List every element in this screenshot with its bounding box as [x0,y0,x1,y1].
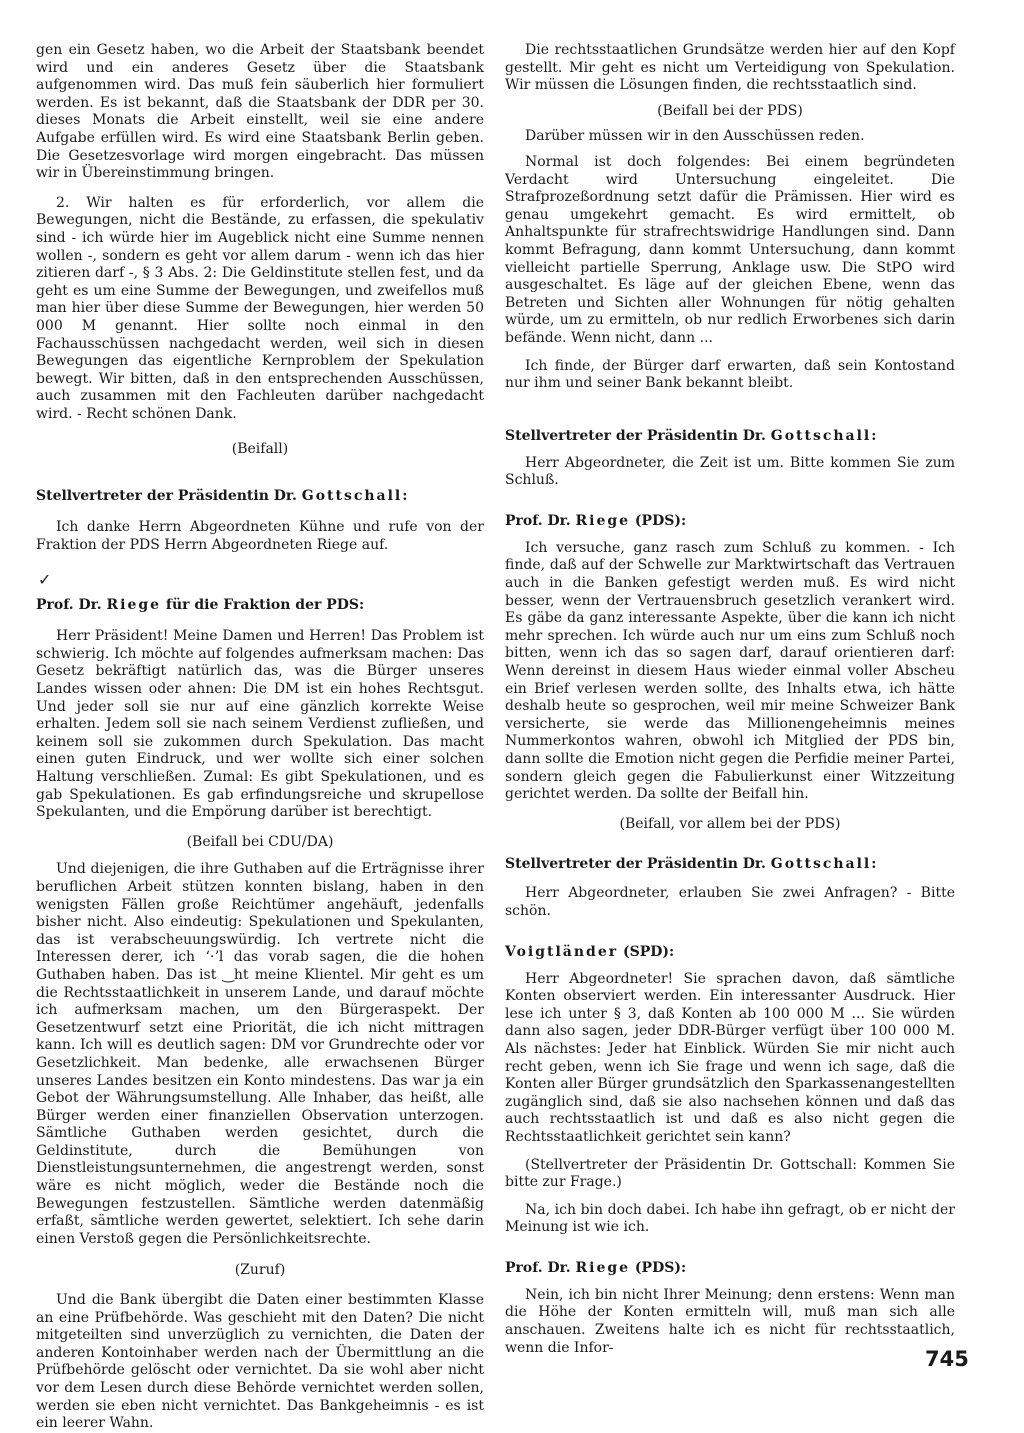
paragraph: Herr Abgeordneter, die Zeit ist um. Bitte kommen Sie zum Schluß. [505,454,955,489]
margin-check-mark: ✓ [38,570,52,590]
speaker-heading: Stellvertreter der Präsidentin Dr. Gottschall: [505,856,877,873]
paragraph: Herr Abgeordneter, erlauben Sie zwei Anfragen? - Bitte schön. [505,885,955,919]
speaker-name: Gottschall [770,856,872,873]
right-column [505,42,955,1357]
paragraph: 2. Wir halten es für erforderlich, vor allem die Bewegungen, nicht die Bestände, zu erfassen, die spekulativ sind - ich würde hier im Augeblick nicht eine Summe nennen wollen -, sondern es geht vor allem darum - wenn ich das hier zitieren darf -, § 3 Abs. 2: Die Geldinstitute stellen fest, und da geht es um eine Summe der Bewegungen, und zweifellos muß man hier über diese Summe der Bewegungen, hier werden 50 000 M genannt. Hier sollte noch einmal in den Fachausschüssen nachgedacht werden, weil sich in diesen Bewegungen das eigentliche Kernproblem der Spekulation bewegt. Wir bitten, daß in den entsprechenden Ausschüssen, auch zusammen mit den Fachleuten darüber nachgedacht wird. - Recht schönen Dank. [36,194,484,422]
page-number: 745 [925,1347,969,1371]
paragraph: gen ein Gesetz haben, wo die Arbeit der Staatsbank beendet wird und ein anderes Gesetz über die Staatsbank aufgenommen wird. Das muß fein säuberlich hier formuliert werden. Es ist bekannt, daß die Staatsbank der DDR per 30. dieses Monats die Arbeit einstellt, weil sie eine andere Aufgabe erfüllen wird. Es wird eine Staatsbank Berlin geben. Die Gesetzesvorlage wird morgen eingebracht. Das müssen wir in Übereinstimmung bringen. [36,42,484,182]
speaker-name: Voigtländer [505,943,619,960]
paragraph: Und diejenigen, die ihre Guthaben auf die Erträgnisse ihrer beruflichen Arbeit stützen konnten bislang, haben in den wenigsten Fällen große Reichtümer angehäuft, jedenfalls bisher nicht. Also eindeutig: Spekulationen und Spekulanten, das ist verabscheuungswürdig. Ich vertrete nicht die Interessen derer, ich ʻ·ʼl das vorab sagen, die die hohen Guthaben haben. Das ist ‿ht meine Klientel. Mir geht es um die Rechtsstaatlichkeit in unserem Lande, und darauf möchte ich aufmerksam machen, um den Bürgeraspekt. Der Gesetzentwurf setzt eine Priorität, die ich nicht mittragen kann. Ich will es deutlich sagen: DM vor Grundrechte oder vor Gesetzlichkeit. Man bedenke, alle erwachsenen Bürger unseres Landes besitzen ein Konto mindestens. Das war ja ein Gebot der Währungsumstellung. Alle Inhaber, das heißt, alle Bürger werden einer finanziellen Observation unterzogen. Sämtliche Guthaben werden gesichtet, durch die Geldinstitute, durch die Bemühungen von Dienstleistungsunternehmen, die angestrengt werden, sonst wäre es nicht möglich, weder die Bestände noch die Bewegungen festzustellen. Sämtliche werden datenmäßig erfaßt, sämtliche werden gewertet, selektiert. Ich sehe darin einen Verstoß gegen die Persönlichkeitsrechte. [36,861,484,1247]
speaker-name: Riege [106,597,162,614]
paragraph: Herr Abgeordneter! Sie sprachen davon, daß sämtliche Konten observiert werden. Ein interessanter Ausdruck. Hier lese ich unter § 3, daß Konten ab 100 000 M ... Sie würden dann also sagen, jeder DDR-Bürger verfügt über 100 000 M. Als nächstes: Jeder hat Einblick. Würden Sie mir nicht auch recht geben, wenn ich Sie frage und wenn ich sage, daß die Konten aller Bürger grundsätzlich den Sparkassenangestellten zugänglich sind, daß sie also nachsehen können und daß das auch rechtsstaatlich ist und daß es also nicht gegen die Rechtsstaatlichkeit gerichtet sein kann? [505,970,955,1145]
speaker-heading: Prof. Dr. Riege (PDS): [505,1259,687,1276]
paragraph: Herr Präsident! Meine Damen und Herren! Das Problem ist schwierig. Ich möchte auf folgendes aufmerksam machen: Das Gesetz bekräftigt natürlich das, was die Bürger unseres Landes wissen oder ahnen: Die DM ist ein hohes Rechtsgut. Und jeder soll sie nur auf eine gänzlich korrekte Weise erhalten. Jedem soll sie nach seinem Verdienst zufließen, und keinem soll sie zukommen durch Spekulation. Das macht einen guten Eindruck, und wer wollte sich einer solchen Haltung verschließen. Zumal: Es gibt Spekulationen, und es gab Spekulationen. Es gab erfindungsreiche und skrupellose Spekulanten, und die Empörung darüber ist berechtigt. [36,628,484,821]
paragraph: Ich versuche, ganz rasch zum Schluß zu kommen. - Ich finde, daß auf der Schwelle zur Marktwirtschaft das Vertrauen auch in die Banken gefestigt werden muß. Es wird nicht besser, wenn der Vertrauensbruch gesetzlich verankert wird. Es gäbe da ganz interessante Aspekte, über die kann ich nicht mehr sprechen. Ich würde auch nur um eins zum Schluß noch bitten, wenn ich das so sagen darf, darauf orientieren darf: Wenn dereinst in diesem Haus wieder einmal voller Abscheu ein Brief verlesen werden sollte, des Inhalts etwa, ich hätte deshalb heute so gesprochen, weil mir meine Schweizer Bank versicherte, sie werde das Millionengeheimnis meines Nummerkontos wahren, obwohl ich Mitglied der PDS bin, dann sollte die Emotion nicht gegen die Perfidie meiner Partei, sondern gleich gegen die Fabulierkunst einer Witzzeitung gerichtet werden. Da sollte der Beifall hin. [505,539,955,803]
applause-note: (Beifall, vor allem bei der PDS) [619,815,841,832]
paragraph: Ich danke Herrn Abgeordneten Kühne und rufe von der Fraktion der PDS Herrn Abgeordneten Riege auf. [36,519,484,553]
left-column [36,42,484,1433]
paragraph: Normal ist doch folgendes: Bei einem begründeten Verdacht wird Untersuchung eingeleitet. Die Strafprozeßordnung setzt dafür die Prämissen. Hier wird es genau umgekehrt gemacht. Es wird ermittelt, ob Anhaltspunkte für strafrechtswidrige Handlungen sind. Dann kommt Befragung, dann kommt Untersuchung, dann kommt vielleicht partielle Sperrung, Anklage usw. Die StPO wird ausgeschaltet. Es läge auf der gleichen Ebene, wenn das Betreten und Sichten aller Wohnungen für nötig gehalten würde, um zu ermitteln, ob nur redlich Erworbenes sich darin befände. Wenn nicht, dann ... [505,153,955,346]
paragraph: Die rechtsstaatlichen Grundsätze werden hier auf den Kopf gestellt. Mir geht es nicht um Verteidigung von Spekulation. Wir müssen die Lösungen finden, die rechtsstaatlich sind. [505,42,955,94]
applause-note: (Beifall bei der PDS) [657,102,803,119]
speaker-name: Gottschall [301,488,403,505]
paragraph: Nein, ich bin nicht Ihrer Meinung; denn erstens: Wenn man die Höhe der Konten ermitteln will, muß man sich alle anschauen. Zweitens halte ich es nicht für rechtsstaatlich, wenn die Infor- [505,1286,955,1356]
interjection-note: (Zuruf) [234,1262,286,1279]
speaker-heading: Prof. Dr. Riege für die Fraktion der PDS: [36,597,365,614]
speaker-heading: Stellvertreter der Präsidentin Dr. Gottschall: [36,488,408,505]
paragraph: Ich finde, der Bürger darf erwarten, daß sein Kontostand nur ihm und seiner Bank bekannt bleibt. [505,357,955,392]
paragraph: Darüber müssen wir in den Ausschüssen reden. [525,128,865,145]
speaker-heading: Prof. Dr. Riege (PDS): [505,512,687,529]
paragraph: Und die Bank übergibt die Daten einer bestimmten Klasse an eine Prüfbehörde. Was geschieht mit den Daten? Die nicht mitgeteilten sind unverzüglich zu vernichten, die Daten der anderen Kontoinhaber werden nach der Übermittlung an die Prüfbehörde gelöscht oder vernichtet. Da sie wohl aber nicht vor dem Lesen durch diese Behörde vernichtet werden sollen, werden sie eben nicht vernichtet. Das Bankgeheimnis - es ist ein leerer Wahn. [36,1292,484,1432]
speaker-heading: Stellvertreter der Präsidentin Dr. Gottschall: [505,427,877,444]
applause-note: (Beifall) [231,441,289,458]
applause-note: (Beifall bei CDU/DA) [186,833,334,850]
speaker-name: Riege [575,1259,631,1276]
paragraph: Na, ich bin doch dabei. Ich habe ihn gefragt, ob er nicht der Meinung ist wie ich. [505,1201,955,1236]
speaker-name: Riege [575,512,631,529]
interjection-note: (Stellvertreter der Präsidentin Dr. Gottschall: Kommen Sie bitte zur Frage.) [505,1156,955,1191]
speaker-heading: Voigtländer (SPD): [505,943,675,960]
speaker-name: Gottschall [770,427,872,444]
